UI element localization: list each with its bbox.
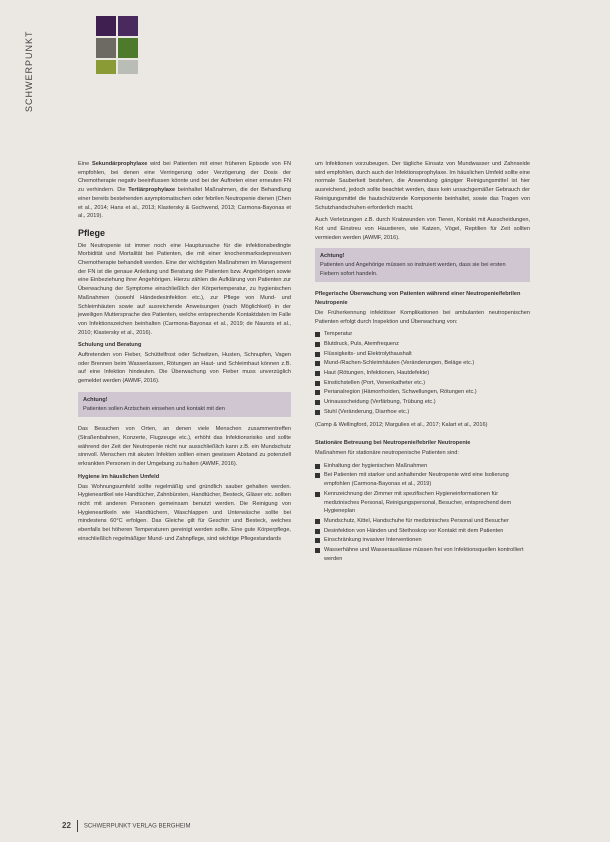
list-item: Einstichstellen (Port, Venenkatheter etc.) xyxy=(315,379,530,388)
paragraph-pflege: Die Neutropenie ist immer noch eine Hauptursache für die infektionsbedingte Morbidität und Mortalität bei Patienten, die mit einer knochenmarksdepressiven Chemotherapie behandelt werden. Eine der wichtigsten Maßnahmen im Management der FN ist die genaue Anleitung und Beratung der Patienten bzw. Angehörigen sowie eine Einbeziehung ihrer Angehörigen. Hierzu zählen die Aufklärung von Patienten zur Überwachung der Symptome einschließlich der Körpertemperatur, zu hygienischen Maßnahmen (sowohl Händedesinfektion etc.), zur Pflege von Mund- und Schleimhäuten sowie auf ausreichende Anweisungen (nach Möglichkeit) in der jeweiligen Muttersprache des Patienten, welche entsprechende Kontaktdaten im Falle von Infektionszeichen beinhalten (Carmona-Bayonas et al., 2019; de Naurois et al., 2010; Klastersky et al., 2016). xyxy=(78,242,291,336)
paragraph-frueherkennung: Die Früherkennung infektiöser Komplikationen bei ambulanten neutropenischen Patienten erfolgt durch Inspektion und Überwachung von: xyxy=(315,309,530,325)
list-item: Perianalregion (Hämorrhoiden, Schwellungen, Rötungen etc.) xyxy=(315,388,530,397)
list-item: Stuhl (Veränderung, Diarrhoe etc.) xyxy=(315,408,530,417)
list-item: Mund-/Rachen-Schleimhäuten (Veränderungen, Beläge etc.) xyxy=(315,359,530,368)
logo-square-olive xyxy=(96,60,116,74)
footer-publisher: SCHWERPUNKT VERLAG BERGHEIM xyxy=(83,823,191,830)
paragraph-tiere: Auch Verletzungen z.B. durch Kratzwunden von Tieren, Kontakt mit Ausscheidungen, Kot und Einstreu von Haustieren, wie Katzen, Vögel, Reptilien für Zeit sollten vermieden werden (AWMF, 2016). xyxy=(315,217,530,241)
paragraph-schulung: Auftretenden von Fieber, Schüttelfrost oder Schwitzen, Husten, Schnupfen, Vagen oder Brennen beim Wasserlassen, Rötungen an Haut- und Schleimhaut können z.B. auf eine Infektion hindeuten. Die Überwachung von Fieber muss unverzüglich gemeldet werden (AWMF, 2016). xyxy=(78,352,291,385)
callout-box-right xyxy=(315,248,530,282)
callout-text: Patienten sollen Arztschein einsehen und kontakt mit den xyxy=(83,405,225,412)
list-item: Bei Patienten mit starker und anhaltender Neutropenie wird eine Isolierung empfohlen (Carmona-Bayonas et al., 2019) xyxy=(315,471,530,488)
list-item: Blutdruck, Puls, Atemfrequenz xyxy=(315,340,530,349)
list-item: Kennzeichnung der Zimmer mit spezifischen Hygieneinformationen für medizinisches Personal, Reinigungspersonal, Besucher, entsprechend dem Hygieneplan xyxy=(315,490,530,516)
list-item: Haut (Rötungen, Infektionen, Hautdefekte) xyxy=(315,369,530,378)
station-list xyxy=(315,462,530,564)
callout-text: Patienten und Angehörige müssen so instruiert werden, dass sie bei ersten Fiebern sofort handeln. xyxy=(320,262,506,277)
subheading-ueberwachung: Pflegerische Überwachung von Patienten während einer Neutropenie/febrilen Neutropenie xyxy=(315,291,521,307)
logo-square-green xyxy=(118,38,138,58)
side-label xyxy=(24,12,44,132)
paragraph-besuch: Das Besuchen von Orten, an denen viele Menschen zusammentreffen (Straßenbahnen, Konzerte, Flugzeuge etc.), erhöht das Infektionsrisiko und sollte während der Zeit der Neutropenie nicht nur ausschließlich kann z.B. ein Mundschutz sinnvoll. Menschen mit akuten Infekten sollten einen gewissen Abstand zu potenziell erkrankten Personen in der Umgebung zu halten (AWMF, 2016). xyxy=(78,426,291,468)
paragraph-prophylaxe xyxy=(78,160,291,221)
paragraph-mundwasser: um Infektionen vorzubeugen. Der tägliche Einsatz von Mundwasser und Zahnseide wird empfohlen, durch auch der Infektionsprophylaxe. Im häuslichen Umfeld sollte eine normale Sauberkeit bestehen, die Anwendung gängiger Reinigungsmittel ist hier ausreichend, jedoch sollte beachtet werden, dass kein unsachgemäßer Gebrauch der Reinigungsmittel die hautschützende Komponente beinhaltet, sowie das Tragen von Schutzhandschuhen erforderlich macht. xyxy=(315,161,530,211)
subheading-hygiene: Hygiene im häuslichen Umfeld xyxy=(78,473,160,480)
subheading-schulung: Schulung und Beratung xyxy=(78,342,142,349)
paragraph-stationaer: Maßnahmen für stationäre neutropenische Patienten sind: xyxy=(315,449,459,456)
text-span: Eine xyxy=(78,161,92,167)
left-column xyxy=(78,160,291,547)
footer-divider xyxy=(77,820,78,832)
term-tertiaer: Tertiärprophylaxe xyxy=(128,187,176,194)
list-item: Urinausscheidung (Verfärbung, Trübung etc.) xyxy=(315,398,530,407)
paragraph-hygiene: Das Wohnungsumfeld sollte regelmäßig und gründlich sauber gehalten werden. Hygieneartikel wie Handtücher, Zahnbürsten, Handtücher, Besteck, Gläser etc. sollten nicht mit anderen Personen gemeinsam benutzt werden. Die Reinigung von Hygieneartikeln wie Handtüchern, Waschlappen und Unterwäsche sollte bei mindestens 60°C erfolgen. Das Gleiche gilt für Geschirr und Besteck, welches ebenfalls bei höheren Temperaturen gereinigt werden sollte. Eine gute Körperpflege, einschließlich regelmäßiger Mund- und Zahnpflege, sind wichtige Pflegestandards xyxy=(78,483,291,542)
logo-square-grey xyxy=(96,38,116,58)
list-item: Einhaltung der hygienischen Maßnahmen xyxy=(315,462,530,471)
list-item: Flüssigkeits- und Elektrolythaushalt xyxy=(315,350,530,359)
logo-square-light xyxy=(118,60,138,74)
list-item: Temperatur xyxy=(315,330,530,339)
text-span: beinhaltet Maßnahmen, die der Behandlung einer bereits bestehenden asymptomatischen oder febrilen Neutropenie dienen (Chen et al., 2014; Hans et al., 2013; Klastersky & Gschwend, 2013; Carmona-Bayonas et al., 2019). xyxy=(78,187,291,220)
logo-square-violet xyxy=(118,16,138,36)
subheading-stationaer: Stationäre Betreuung bei Neutropenie/febriler Neutropenie xyxy=(315,440,471,447)
list-item: Wasserhähne und Wasserauslässe müssen frei von Infektionsquellen kontrolliert werden xyxy=(315,546,530,563)
callout-title: Achtung! xyxy=(320,253,345,260)
term-sekundaer: Sekundärprophylaxe xyxy=(91,161,148,167)
heading-pflege: Pflege xyxy=(78,227,106,238)
page-footer xyxy=(62,820,190,832)
right-column xyxy=(315,160,530,567)
list-item: Desinfektion von Händen und Stethoskop vor Kontakt mit dem Patienten xyxy=(315,527,530,536)
citation: (Camp & Wellingford, 2012; Margulies et al., 2017; Kalart et al., 2016) xyxy=(315,421,488,428)
list-item: Einschränkung invasiver Interventionen xyxy=(315,536,530,545)
side-label-text: SCHWERPUNKT xyxy=(24,30,34,112)
page-number: 22 xyxy=(62,820,71,830)
list-item: Mundschutz, Kittel, Handschuhe für medizinisches Personal und Besucher xyxy=(315,517,530,526)
logo-square-purple xyxy=(96,16,116,36)
text-span: wird bei Patienten mit einer früheren Episode von FN empfohlen, bei denen eine Verringerung oder Verzögerung der Dosis der Chemotherapie negativ beeinflussen könnte und bei der Auftreten einer erneuten FN zu verhindern. Die xyxy=(78,161,292,194)
monitoring-list xyxy=(315,330,530,416)
callout-box-left xyxy=(78,392,291,417)
brand-logo xyxy=(84,16,138,74)
callout-title: Achtung! xyxy=(83,396,108,403)
